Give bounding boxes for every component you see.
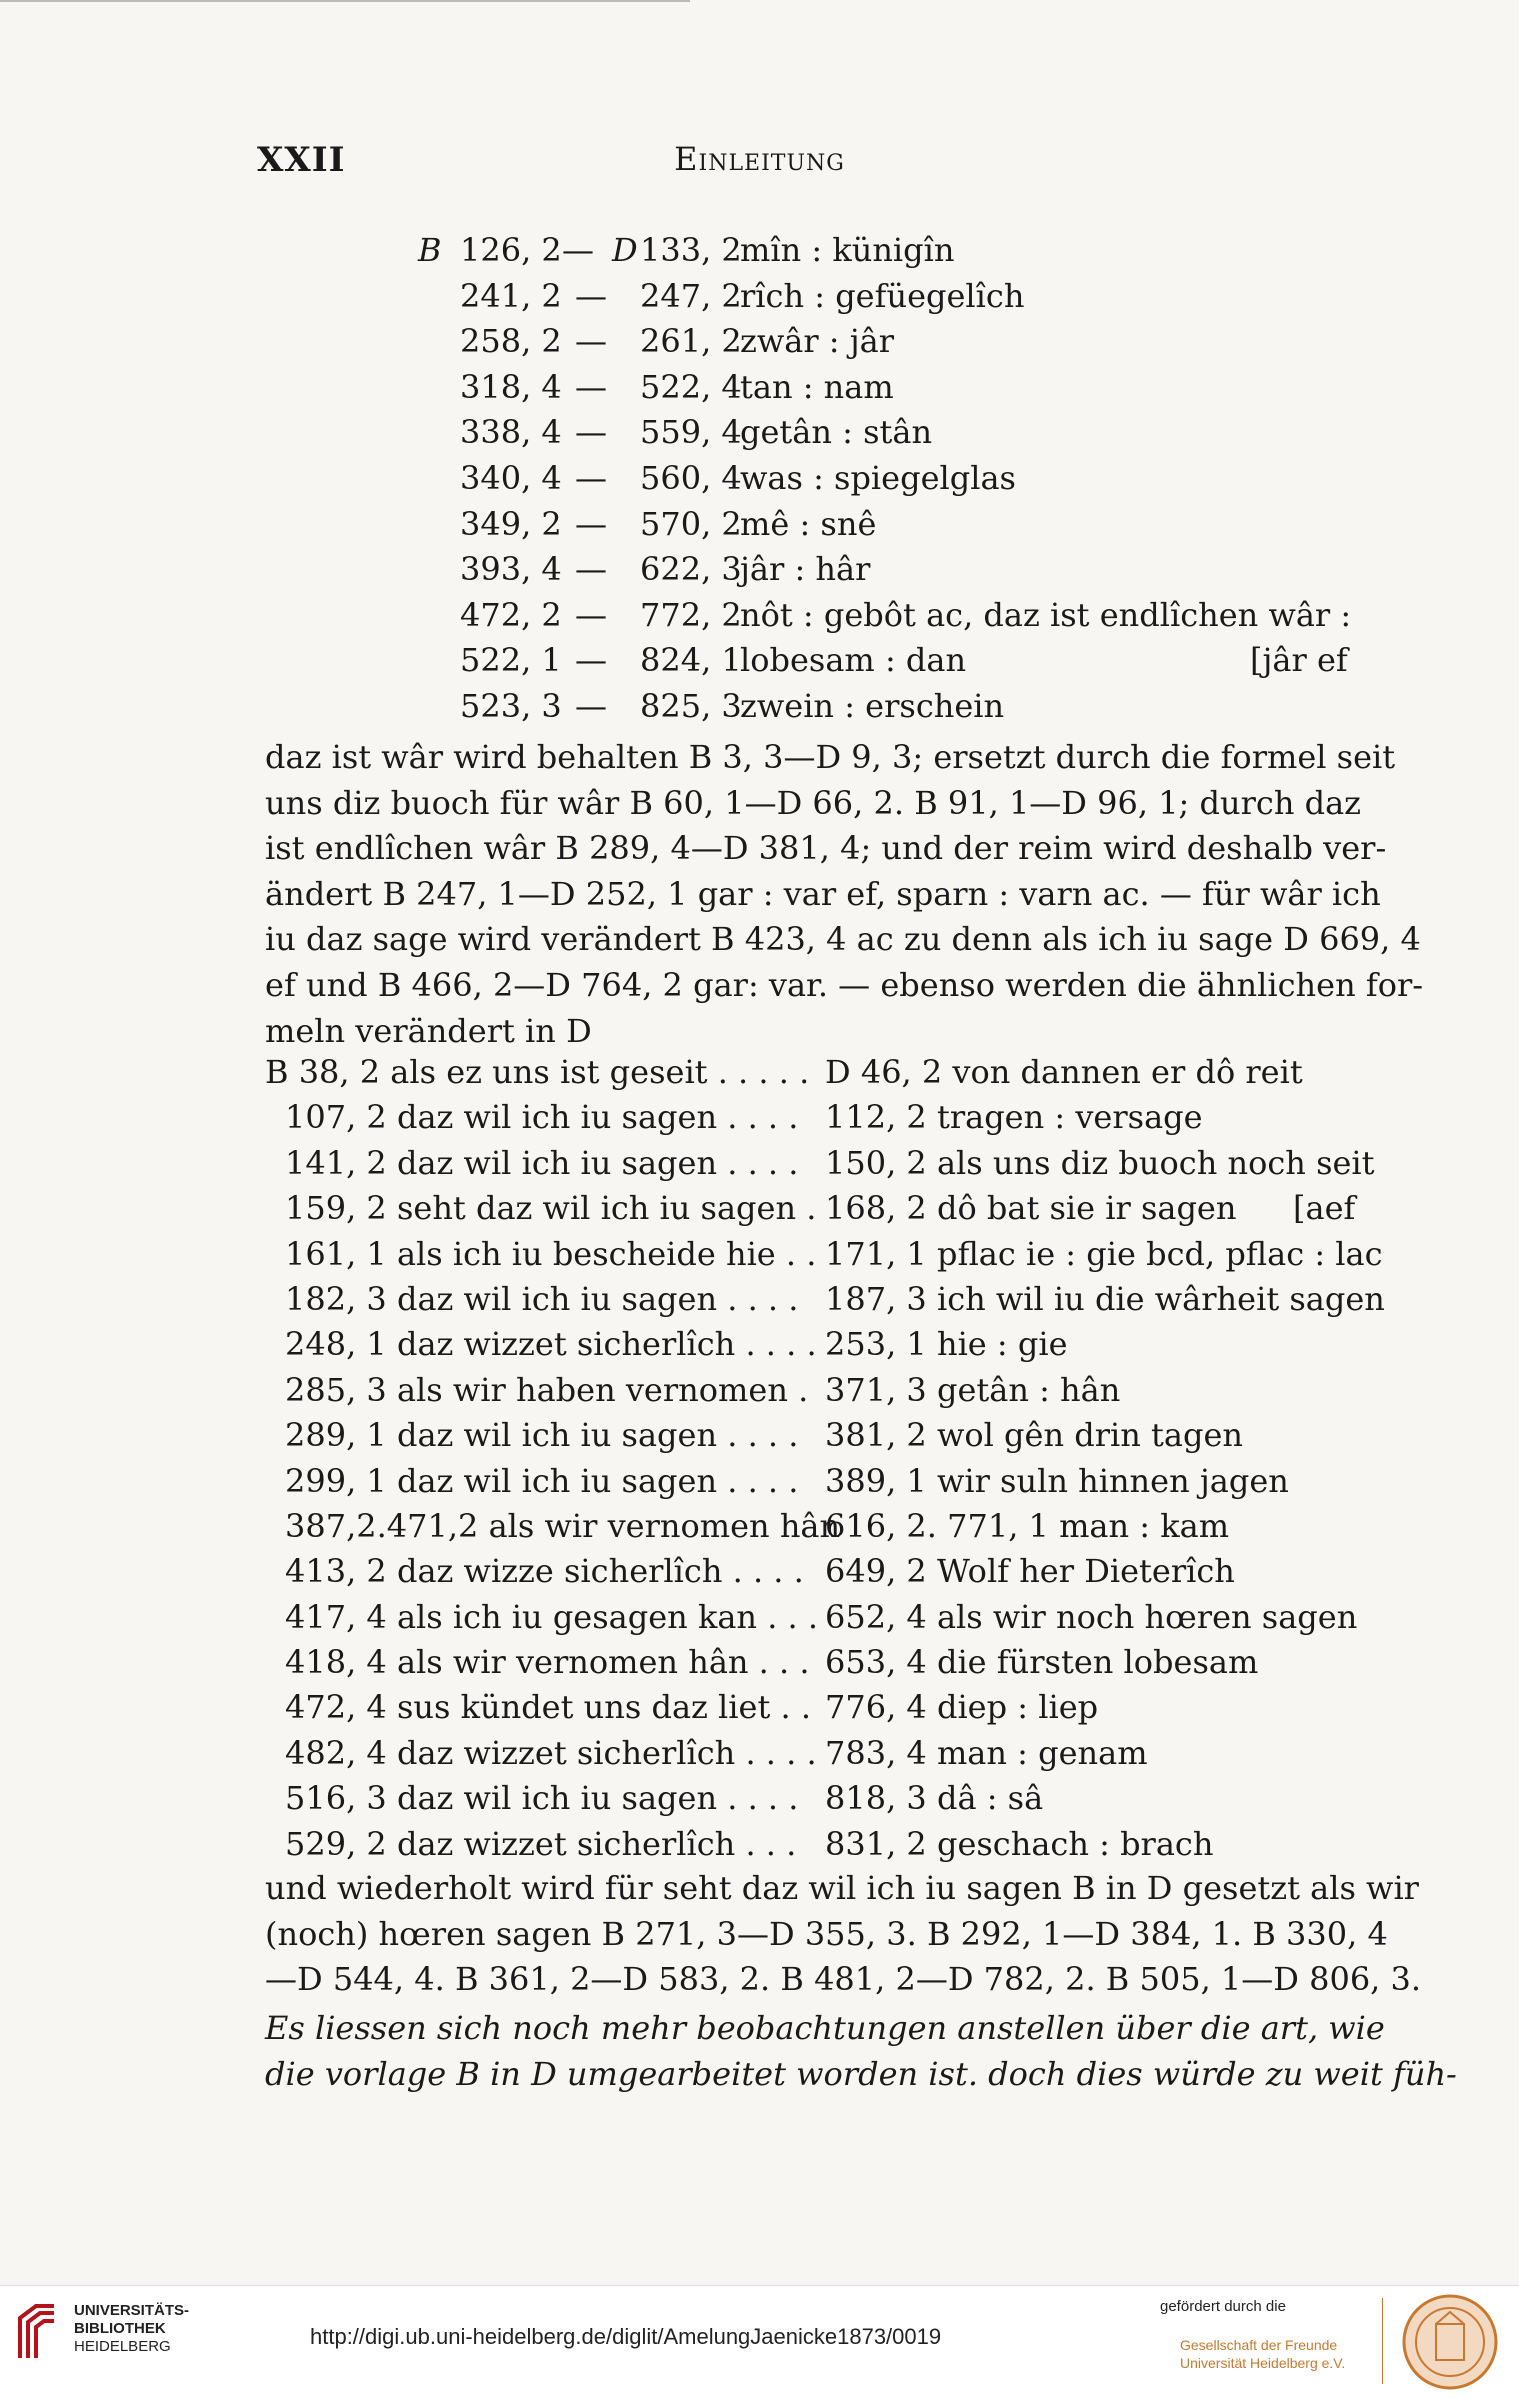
table-row <box>265 1504 1365 1549</box>
footer-bar <box>0 2285 1519 2398</box>
table-b-cell: B 38, 2 als ez uns ist geseit . . . . . <box>265 1053 810 1091</box>
verse-rhyme: lobesam : dan <box>740 641 967 680</box>
sponsor-name-line2: Universität Heidelberg e.V. <box>1180 2355 1346 2371</box>
verse-b-ref: 258, 2 <box>460 322 562 361</box>
text-line: (noch) hœren sagen B 271, 3—D 355, 3. B 292, 1—D 384, 1. B 330, 4 <box>265 1914 1388 1953</box>
verse-rhyme: tan : nam <box>740 367 894 406</box>
table-b-cell: 387,2.471,2 als wir vernomen hân <box>285 1506 841 1545</box>
verse-b-ref: 318, 4 <box>460 367 562 406</box>
table-b-cell: 182, 3 daz wil ich iu sagen . . . . <box>285 1279 799 1318</box>
table-b-cell: 248, 1 daz wizzet sicherlîch . . . . <box>285 1325 817 1364</box>
verse-b-ref: 126, 2 <box>460 231 562 269</box>
text-line: die vorlage B in D umgearbeitet worden ist. doch dies würde zu weit füh- <box>265 2054 1457 2093</box>
formula-table <box>265 1050 1385 1867</box>
verse-row <box>0 228 1519 274</box>
sponsor-name-line1: Gesellschaft der Freunde <box>1180 2337 1338 2353</box>
table-d-cell: 652, 4 als wir noch hœren sagen <box>825 1597 1358 1636</box>
table-d-cell: 776, 4 diep : liep <box>825 1688 1099 1727</box>
verse-d-ref: 247, 2 <box>640 276 742 315</box>
paragraph-formula-replacement <box>265 735 1424 1054</box>
verse-rhyme: getân : stân <box>740 413 933 452</box>
verse-dash: — <box>575 413 607 452</box>
verse-rhyme: mê : snê <box>740 504 877 543</box>
table-b-cell: 516, 3 daz wil ich iu sagen . . . . <box>285 1779 799 1818</box>
verse-dash: — <box>562 231 594 269</box>
verse-dash: — <box>575 276 607 315</box>
table-row <box>265 1050 1365 1095</box>
table-d-cell: D 46, 2 von dannen er dô reit <box>825 1053 1303 1091</box>
verse-row <box>0 593 1519 639</box>
verse-row <box>0 365 1519 411</box>
verse-dash: — <box>575 504 607 543</box>
text-line: und wiederholt wird für seht daz wil ich iu sagen B in D gesetzt als wir <box>265 1869 1419 1907</box>
verse-rhyme: jâr : hâr <box>740 550 871 589</box>
verse-dash: — <box>575 686 607 725</box>
library-name-line1: UNIVERSITÄTS- <box>74 2302 190 2319</box>
verse-dash: — <box>575 367 607 406</box>
table-b-cell: 161, 1 als ich iu bescheide hie . . <box>285 1234 817 1273</box>
verse-row <box>0 684 1519 730</box>
verse-b-ref: 340, 4 <box>460 458 562 497</box>
verse-extra: [jâr ef <box>1250 641 1348 680</box>
text-line: uns diz buoch für wâr B 60, 1—D 66, 2. B 91, 1—D 96, 1; durch daz <box>265 783 1362 822</box>
table-row <box>265 1822 1365 1867</box>
text-line: —D 544, 4. B 361, 2—D 583, 2. B 481, 2—D 782, 2. B 505, 1—D 806, 3. <box>265 1960 1422 1999</box>
verse-rhyme: mîn : künigîn <box>740 231 955 269</box>
text-line: iu daz sage wird verändert B 423, 4 ac zu denn als ich iu sage D 669, 4 <box>265 920 1421 959</box>
table-d-cell: 381, 2 wol gên drin tagen <box>825 1416 1243 1455</box>
verse-rhyme: was : spiegelglas <box>740 458 1016 497</box>
table-d-cell: 818, 3 dâ : sâ <box>825 1779 1044 1818</box>
table-d-cell: 168, 2 dô bat sie ir sagen <box>825 1189 1237 1228</box>
paragraph-repetition <box>265 1866 1422 2003</box>
library-name-line2: BIBLIOTHEK <box>74 2320 166 2337</box>
table-row <box>265 1141 1375 1186</box>
table-d-cell: 831, 2 geschach : brach <box>825 1824 1214 1863</box>
verse-b-ref: 241, 2 <box>460 276 562 315</box>
permalink-url[interactable]: http://digi.ub.uni-heidelberg.de/diglit/AmelungJaenicke1873/0019 <box>310 2324 942 2349</box>
verse-row <box>0 274 1519 320</box>
table-b-cell: 141, 2 daz wil ich iu sagen . . . . <box>285 1143 799 1182</box>
verse-d-ref: 559, 4 <box>640 413 742 452</box>
table-row <box>265 1685 1365 1730</box>
table-b-cell: 418, 4 als wir vernomen hân . . . <box>285 1643 810 1682</box>
sponsor-label: gefördert durch die <box>1160 2298 1286 2315</box>
verse-d-ref: 622, 3 <box>640 550 742 589</box>
table-row <box>265 1277 1385 1322</box>
text-line: daz ist wâr wird behalten B 3, 3—D 9, 3; ersetzt durch die formel seit <box>265 738 1396 776</box>
verse-d-ref: 570, 2 <box>640 504 742 543</box>
text-line: ef und B 466, 2—D 764, 2 gar: var. — ebenso werden die ähnlichen for- <box>265 965 1424 1004</box>
table-d-cell: 171, 1 pflac ie : gie bcd, pflac : lac <box>825 1234 1383 1273</box>
verse-rhyme: zwein : erschein <box>740 686 1005 725</box>
table-row <box>265 1731 1365 1776</box>
table-b-cell: 289, 1 daz wil ich iu sagen . . . . <box>285 1416 799 1455</box>
library-logo-icon <box>14 2300 60 2364</box>
table-extra: [aef <box>1293 1189 1356 1228</box>
verse-row <box>0 502 1519 548</box>
table-b-cell: 159, 2 seht daz wil ich iu sagen . <box>285 1189 817 1228</box>
table-b-cell: 107, 2 daz wil ich iu sagen . . . . <box>285 1098 799 1137</box>
verse-d-prefix: D <box>612 231 638 269</box>
table-d-cell: 253, 1 hie : gie <box>825 1325 1068 1364</box>
top-rule <box>0 0 690 2</box>
table-row <box>265 1640 1365 1685</box>
table-d-cell: 389, 1 wir suln hinnen jagen <box>825 1461 1289 1500</box>
verse-dash: — <box>575 322 607 361</box>
table-row <box>265 1186 1365 1231</box>
verse-rhyme: nôt : gebôt ac, daz ist endlîchen wâr : <box>740 595 1352 634</box>
table-row <box>265 1095 1365 1140</box>
table-row <box>265 1322 1365 1367</box>
text-line: ändert B 247, 1—D 252, 1 gar : var ef, sparn : varn ac. — für wâr ich <box>265 874 1381 913</box>
verse-b-ref: 523, 3 <box>460 686 562 725</box>
table-row <box>265 1776 1365 1821</box>
running-title: Einleitung <box>674 140 845 178</box>
verse-d-ref: 824, 1 <box>640 641 742 680</box>
verse-b-ref: 472, 2 <box>460 595 562 634</box>
table-d-cell: 783, 4 man : genam <box>825 1733 1148 1772</box>
table-d-cell: 649, 2 Wolf her Dieterîch <box>825 1552 1235 1591</box>
footer-divider <box>1382 2298 1383 2384</box>
verse-b-ref: 338, 4 <box>460 413 562 452</box>
verse-row <box>0 410 1519 456</box>
table-d-cell: 616, 2. 771, 1 man : kam <box>825 1506 1230 1545</box>
verse-dash: — <box>575 595 607 634</box>
table-row <box>265 1232 1383 1277</box>
table-row <box>265 1413 1365 1458</box>
verse-dash: — <box>575 641 607 680</box>
table-b-cell: 472, 4 sus kündet uns daz liet . . <box>285 1688 811 1727</box>
verse-dash: — <box>575 458 607 497</box>
verse-dash: — <box>575 550 607 589</box>
verse-d-ref: 825, 3 <box>640 686 742 725</box>
table-b-cell: 285, 3 als wir haben vernomen . <box>285 1370 809 1409</box>
table-b-cell: 529, 2 daz wizzet sicherlîch . . . <box>285 1824 797 1863</box>
paragraph-observations <box>265 2006 1457 2097</box>
verse-b-prefix: B <box>418 231 442 269</box>
verse-rhyme: zwâr : jâr <box>740 322 895 361</box>
table-d-cell: 112, 2 tragen : versage <box>825 1098 1203 1137</box>
table-b-cell: 482, 4 daz wizzet sicherlîch . . . . <box>285 1733 817 1772</box>
table-d-cell: 371, 3 getân : hân <box>825 1370 1121 1409</box>
library-name-line3: HEIDELBERG <box>74 2338 171 2355</box>
table-row <box>265 1459 1365 1504</box>
table-d-cell: 653, 4 die fürsten lobesam <box>825 1643 1259 1682</box>
table-b-cell: 299, 1 daz wil ich iu sagen . . . . <box>285 1461 799 1500</box>
verse-row <box>0 638 1519 684</box>
verse-rhyme: rîch : gefüegelîch <box>740 276 1025 315</box>
verse-row <box>0 319 1519 365</box>
table-d-cell: 150, 2 als uns diz buoch noch seit <box>825 1143 1375 1182</box>
verse-b-ref: 522, 1 <box>460 641 562 680</box>
table-b-cell: 417, 4 als ich iu gesagen kan . . . <box>285 1597 819 1636</box>
library-name <box>74 2302 189 2356</box>
verse-b-ref: 349, 2 <box>460 504 562 543</box>
verse-d-ref: 261, 2 <box>640 322 742 361</box>
university-seal-icon <box>1398 2292 1502 2392</box>
verse-d-ref: 772, 2 <box>640 595 742 634</box>
page-number: XXII <box>257 140 346 180</box>
text-line: Es liessen sich noch mehr beobachtungen anstellen über die art, wie <box>265 2009 1385 2047</box>
table-row <box>265 1549 1365 1594</box>
table-row <box>265 1368 1365 1413</box>
verse-row <box>0 547 1519 593</box>
verse-d-ref: 522, 4 <box>640 367 742 406</box>
verse-list <box>0 228 1519 730</box>
verse-d-ref: 133, 2 <box>640 231 742 269</box>
verse-row <box>0 456 1519 502</box>
verse-d-ref: 560, 4 <box>640 458 742 497</box>
table-d-cell: 187, 3 ich wil iu die wârheit sagen <box>825 1279 1385 1318</box>
table-row <box>265 1595 1365 1640</box>
sponsor-name <box>1180 2336 1345 2372</box>
verse-b-ref: 393, 4 <box>460 550 562 589</box>
text-line: ist endlîchen wâr B 289, 4—D 381, 4; und der reim wird deshalb ver- <box>265 829 1387 868</box>
text-line: meln verändert in D <box>265 1011 592 1050</box>
table-b-cell: 413, 2 daz wizze sicherlîch . . . . <box>285 1552 804 1591</box>
